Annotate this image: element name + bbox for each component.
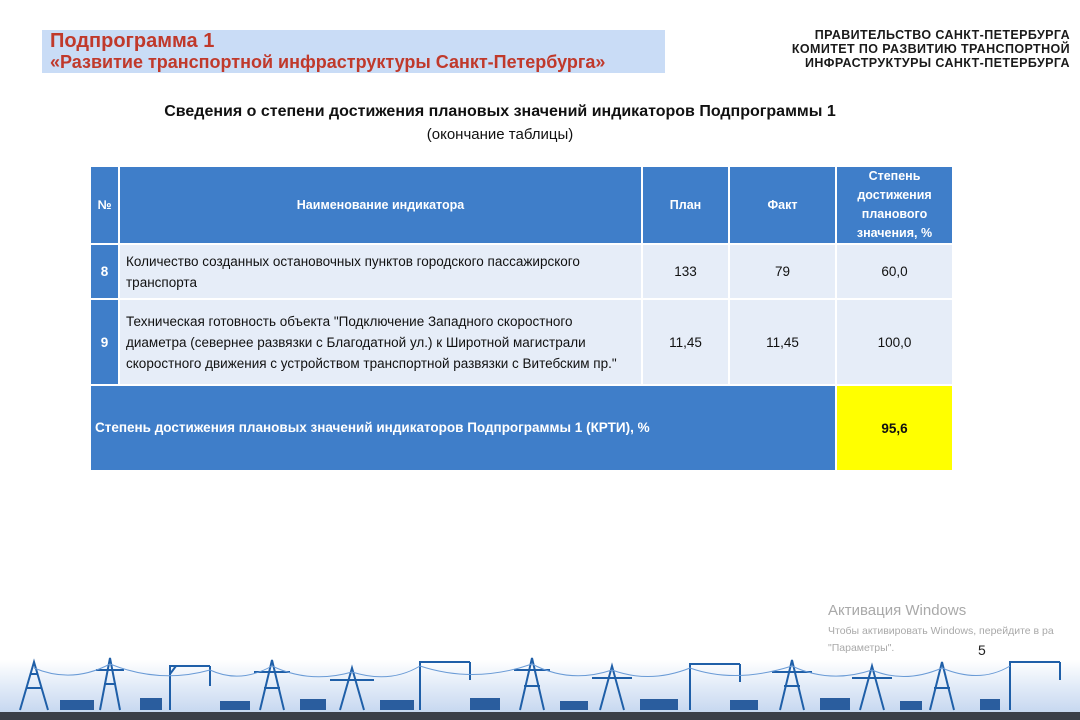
total-value: 95,6 [836, 385, 953, 471]
subprogram-title: Подпрограмма 1 [50, 30, 215, 52]
row-degree: 100,0 [836, 299, 953, 385]
header-fact: Факт [729, 166, 836, 244]
row-fact: 79 [729, 244, 836, 299]
header-num: № [90, 166, 119, 244]
row-plan: 11,45 [642, 299, 729, 385]
activation-title: Активация Windows [828, 602, 967, 619]
total-label: Степень достижения плановых значений индикаторов Подпрограммы 1 (КРТИ), % [90, 385, 836, 471]
header-plan: План [642, 166, 729, 244]
table-row [90, 299, 953, 385]
organization-line-3: ИНФРАСТРУКТУРЫ САНКТ-ПЕТЕРБУРГА [805, 56, 1070, 70]
row-degree: 60,0 [836, 244, 953, 299]
table-row [90, 244, 953, 299]
organization-line-2: КОМИТЕТ ПО РАЗВИТИЮ ТРАНСПОРТНОЙ [791, 42, 1070, 56]
subprogram-banner [42, 30, 665, 73]
activation-line-1: Чтобы активировать Windows, перейдите в ра [828, 625, 1054, 637]
row-name: Количество созданных остановочных пунктов городского пассажирского транспорта [119, 244, 642, 299]
activation-line-2: "Параметры". [828, 642, 895, 654]
page-subtitle: (окончание таблицы) [426, 126, 574, 143]
row-name: Техническая готовность объекта "Подключение Западного скоростного диаметра (севернее развязки с Благодатной ул.) к Широтной магистрали скоростного движения с устройством транспортной развязки с Витебским пр." [119, 299, 642, 385]
page-title: Сведения о степени достижения плановых значений индикаторов Подпрограммы 1 [164, 103, 836, 120]
page-number: 5 [978, 642, 986, 658]
subprogram-name: «Развитие транспортной инфраструктуры Санкт-Петербурга» [50, 52, 606, 72]
row-num: 8 [90, 244, 119, 299]
row-fact: 11,45 [729, 299, 836, 385]
table-header-row [90, 166, 953, 244]
organization-header [710, 28, 1070, 70]
infrastructure-decorative-band [0, 640, 1080, 720]
organization-line-1: ПРАВИТЕЛЬСТВО САНКТ-ПЕТЕРБУРГА [814, 28, 1070, 42]
total-row [90, 385, 953, 471]
indicators-table [89, 165, 954, 472]
header-degree: Степень достижения планового значения, % [836, 166, 953, 244]
row-plan: 133 [642, 244, 729, 299]
row-num: 9 [90, 299, 119, 385]
header-name: Наименование индикатора [119, 166, 642, 244]
